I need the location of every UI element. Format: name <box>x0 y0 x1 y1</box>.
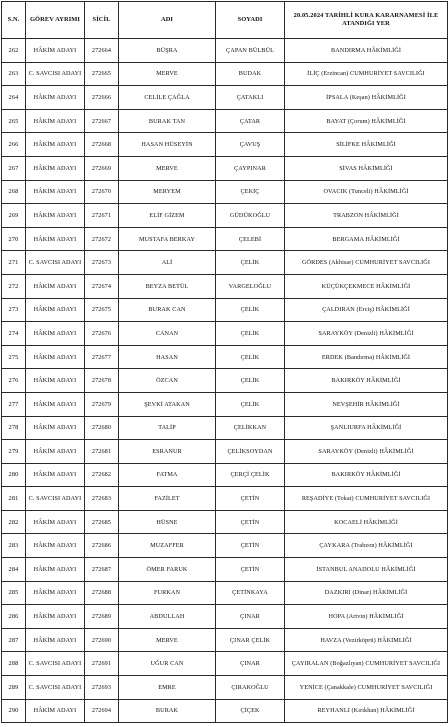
cell-soyadi: ÇINAR <box>216 652 285 676</box>
cell-sn: 284 <box>2 558 26 582</box>
cell-sn: 281 <box>2 487 26 511</box>
table-row <box>2 652 448 676</box>
cell-soyadi: ÇERÇİ ÇELİK <box>216 463 285 487</box>
table-row <box>2 628 448 652</box>
table-row <box>2 156 448 180</box>
cell-sn: 270 <box>2 227 26 251</box>
cell-sicil: 272670 <box>85 180 119 204</box>
cell-atandigi-yer: İSTANBUL ANADOLU HÂKİMLİĞİ <box>285 558 448 582</box>
cell-sicil: 272676 <box>85 322 119 346</box>
cell-sicil: 272683 <box>85 487 119 511</box>
table-row <box>2 109 448 133</box>
cell-gorev-ayrimi: HÂKİM ADAYI <box>26 133 85 157</box>
table-row <box>2 39 448 63</box>
cell-gorev-ayrimi: HÂKİM ADAYI <box>26 440 85 464</box>
header-sicil: SİCİL <box>85 2 119 39</box>
cell-atandigi-yer: KOCAELİ HÂKİMLİĞİ <box>285 510 448 534</box>
cell-soyadi: ÇELİK <box>216 251 285 275</box>
cell-atandigi-yer: BAYAT (Çorum) HÂKİMLİĞİ <box>285 109 448 133</box>
cell-sn: 282 <box>2 510 26 534</box>
cell-soyadi: ÇELİK <box>216 369 285 393</box>
cell-gorev-ayrimi: HÂKİM ADAYI <box>26 322 85 346</box>
cell-sn: 280 <box>2 463 26 487</box>
cell-sn: 272 <box>2 274 26 298</box>
cell-adi: ELİF GİZEM <box>119 204 216 228</box>
table-row <box>2 558 448 582</box>
cell-sicil: 272686 <box>85 534 119 558</box>
cell-gorev-ayrimi: HÂKİM ADAYI <box>26 39 85 63</box>
cell-atandigi-yer: ÇALDIRAN (Erciş) HÂKİMLİĞİ <box>285 298 448 322</box>
cell-soyadi: BUDAK <box>216 62 285 86</box>
cell-adi: UĞUR CAN <box>119 652 216 676</box>
cell-adi: CANAN <box>119 322 216 346</box>
cell-gorev-ayrimi: C. SAVCISI ADAYI <box>26 652 85 676</box>
cell-soyadi: ÇİÇEK <box>216 699 285 723</box>
cell-sicil: 272665 <box>85 62 119 86</box>
cell-sicil: 272672 <box>85 227 119 251</box>
cell-sn: 267 <box>2 156 26 180</box>
cell-adi: ALİ <box>119 251 216 275</box>
header-adi: ADI <box>119 2 216 39</box>
cell-sn: 266 <box>2 133 26 157</box>
cell-adi: MERYEM <box>119 180 216 204</box>
table-header-row <box>2 2 448 39</box>
cell-soyadi: ÇELİK <box>216 322 285 346</box>
cell-adi: FURKAN <box>119 581 216 605</box>
table-row <box>2 392 448 416</box>
cell-sn: 290 <box>2 699 26 723</box>
cell-sn: 271 <box>2 251 26 275</box>
cell-soyadi: ÇAVUŞ <box>216 133 285 157</box>
cell-sicil: 272669 <box>85 156 119 180</box>
cell-adi: ŞEVKİ ATAKAN <box>119 392 216 416</box>
cell-atandigi-yer: HAVZA (Vezirköprü) HÂKİMLİĞİ <box>285 628 448 652</box>
cell-soyadi: ÇELİK <box>216 345 285 369</box>
cell-sicil: 272668 <box>85 133 119 157</box>
cell-gorev-ayrimi: HÂKİM ADAYI <box>26 416 85 440</box>
header-soyadi: SOYADI <box>216 2 285 39</box>
cell-gorev-ayrimi: HÂKİM ADAYI <box>26 581 85 605</box>
table-row <box>2 534 448 558</box>
cell-soyadi: ÇINAR ÇELİK <box>216 628 285 652</box>
cell-atandigi-yer: SARAYKÖY (Denizli) HÂKİMLİĞİ <box>285 322 448 346</box>
cell-sn: 269 <box>2 204 26 228</box>
cell-adi: HASAN HÜSEYİN <box>119 133 216 157</box>
cell-gorev-ayrimi: C. SAVCISI ADAYI <box>26 251 85 275</box>
cell-gorev-ayrimi: HÂKİM ADAYI <box>26 605 85 629</box>
table-row <box>2 274 448 298</box>
cell-sicil: 272693 <box>85 676 119 700</box>
cell-atandigi-yer: ERDEK (Bandırma) HÂKİMLİĞİ <box>285 345 448 369</box>
cell-sicil: 272691 <box>85 652 119 676</box>
cell-atandigi-yer: BAKIRKÖY HÂKİMLİĞİ <box>285 463 448 487</box>
cell-gorev-ayrimi: HÂKİM ADAYI <box>26 298 85 322</box>
cell-adi: ÖZCAN <box>119 369 216 393</box>
cell-sn: 286 <box>2 605 26 629</box>
cell-adi: ÖMER FARUK <box>119 558 216 582</box>
cell-atandigi-yer: ÇAYIRALAN (Boğazlıyan) CUMHURİYET SAVCILIĞI <box>285 652 448 676</box>
cell-gorev-ayrimi: HÂKİM ADAYI <box>26 227 85 251</box>
cell-sicil: 272678 <box>85 369 119 393</box>
cell-soyadi: ÇELİK <box>216 392 285 416</box>
cell-soyadi: ÇINAR <box>216 605 285 629</box>
table-row <box>2 298 448 322</box>
cell-gorev-ayrimi: HÂKİM ADAYI <box>26 510 85 534</box>
cell-atandigi-yer: İLİÇ (Erzincan) CUMHURİYET SAVCILIĞI <box>285 62 448 86</box>
cell-sn: 264 <box>2 86 26 110</box>
cell-sn: 263 <box>2 62 26 86</box>
cell-sn: 268 <box>2 180 26 204</box>
cell-adi: BURAK CAN <box>119 298 216 322</box>
cell-sn: 277 <box>2 392 26 416</box>
cell-atandigi-yer: SARAYKÖY (Denizli) HÂKİMLİĞİ <box>285 440 448 464</box>
cell-sicil: 272664 <box>85 39 119 63</box>
cell-sn: 278 <box>2 416 26 440</box>
cell-atandigi-yer: YENİCE (Çanakkale) CUMHURİYET SAVCILIĞI <box>285 676 448 700</box>
cell-adi: MUSTAFA BERKAY <box>119 227 216 251</box>
table-row <box>2 510 448 534</box>
cell-atandigi-yer: BAKIRKÖY HÂKİMLİĞİ <box>285 369 448 393</box>
cell-sn: 275 <box>2 345 26 369</box>
table-row <box>2 86 448 110</box>
table-row <box>2 416 448 440</box>
table-row <box>2 133 448 157</box>
cell-gorev-ayrimi: HÂKİM ADAYI <box>26 534 85 558</box>
assignment-table <box>1 1 448 723</box>
cell-atandigi-yer: BANDIRMA HÂKİMLİĞİ <box>285 39 448 63</box>
cell-sicil: 272690 <box>85 628 119 652</box>
cell-gorev-ayrimi: HÂKİM ADAYI <box>26 156 85 180</box>
cell-adi: MERVE <box>119 628 216 652</box>
cell-atandigi-yer: ŞANLIURFA HÂKİMLİĞİ <box>285 416 448 440</box>
cell-soyadi: ÇIRAKOĞLU <box>216 676 285 700</box>
table-row <box>2 345 448 369</box>
cell-soyadi: ÇETİN <box>216 487 285 511</box>
cell-adi: MUZAFFER <box>119 534 216 558</box>
cell-sicil: 272671 <box>85 204 119 228</box>
header-atandigi-yer: 20.05.2024 TARİHLİ KURA KARARNAMESİ İLE ATANDIĞI YER <box>285 2 448 39</box>
cell-gorev-ayrimi: HÂKİM ADAYI <box>26 369 85 393</box>
table-row <box>2 676 448 700</box>
cell-sicil: 272667 <box>85 109 119 133</box>
cell-gorev-ayrimi: HÂKİM ADAYI <box>26 699 85 723</box>
cell-gorev-ayrimi: HÂKİM ADAYI <box>26 204 85 228</box>
cell-gorev-ayrimi: HÂKİM ADAYI <box>26 392 85 416</box>
table-row <box>2 369 448 393</box>
cell-sicil: 272687 <box>85 558 119 582</box>
cell-sicil: 272681 <box>85 440 119 464</box>
cell-soyadi: ÇAPAN BÜLBÜL <box>216 39 285 63</box>
cell-sicil: 272682 <box>85 463 119 487</box>
cell-adi: BEYZA BETÜL <box>119 274 216 298</box>
cell-soyadi: ÇATAKLI <box>216 86 285 110</box>
cell-sicil: 272677 <box>85 345 119 369</box>
cell-sicil: 272666 <box>85 86 119 110</box>
table-row <box>2 227 448 251</box>
cell-sn: 273 <box>2 298 26 322</box>
cell-gorev-ayrimi: HÂKİM ADAYI <box>26 180 85 204</box>
cell-adi: HASAN <box>119 345 216 369</box>
table-row <box>2 204 448 228</box>
cell-soyadi: ÇEKİÇ <box>216 180 285 204</box>
cell-sicil: 272674 <box>85 274 119 298</box>
cell-atandigi-yer: DAZKIRI (Dinar) HÂKİMLİĞİ <box>285 581 448 605</box>
cell-sn: 289 <box>2 676 26 700</box>
cell-atandigi-yer: SİVAS HÂKİMLİĞİ <box>285 156 448 180</box>
cell-adi: TALİP <box>119 416 216 440</box>
cell-gorev-ayrimi: C. SAVCISI ADAYI <box>26 676 85 700</box>
cell-adi: EMRE <box>119 676 216 700</box>
cell-sicil: 272685 <box>85 510 119 534</box>
cell-atandigi-yer: TRABZON HÂKİMLİĞİ <box>285 204 448 228</box>
cell-sn: 265 <box>2 109 26 133</box>
cell-adi: FATMA <box>119 463 216 487</box>
cell-sn: 262 <box>2 39 26 63</box>
cell-adi: BURAK TAN <box>119 109 216 133</box>
cell-soyadi: ÇETİN <box>216 534 285 558</box>
cell-gorev-ayrimi: HÂKİM ADAYI <box>26 274 85 298</box>
cell-sicil: 272689 <box>85 605 119 629</box>
cell-atandigi-yer: KÜÇÜKÇEKMECE HÂKİMLİĞİ <box>285 274 448 298</box>
cell-soyadi: ÇETİNKAYA <box>216 581 285 605</box>
cell-adi: MERVE <box>119 156 216 180</box>
cell-atandigi-yer: REŞADİYE (Tokat) CUMHURİYET SAVCILIĞI <box>285 487 448 511</box>
header-gorev-ayrimi: GÖREV AYRIMI <box>26 2 85 39</box>
cell-soyadi: ÇELİKKAN <box>216 416 285 440</box>
cell-adi: BÜŞRA <box>119 39 216 63</box>
cell-sn: 276 <box>2 369 26 393</box>
table-row <box>2 322 448 346</box>
cell-gorev-ayrimi: HÂKİM ADAYI <box>26 86 85 110</box>
cell-atandigi-yer: OVACIK (Tunceli) HÂKİMLİĞİ <box>285 180 448 204</box>
cell-adi: ESRANUR <box>119 440 216 464</box>
cell-sicil: 272673 <box>85 251 119 275</box>
header-sn: S.N. <box>2 2 26 39</box>
cell-sicil: 272675 <box>85 298 119 322</box>
cell-adi: ABDULLAH <box>119 605 216 629</box>
cell-atandigi-yer: ÇAYKARA (Trabzon) HÂKİMLİĞİ <box>285 534 448 558</box>
cell-gorev-ayrimi: HÂKİM ADAYI <box>26 109 85 133</box>
cell-sn: 287 <box>2 628 26 652</box>
table-body <box>2 39 448 723</box>
cell-atandigi-yer: BERGAMA HÂKİMLİĞİ <box>285 227 448 251</box>
cell-soyadi: GÜDÜKOĞLU <box>216 204 285 228</box>
cell-atandigi-yer: REYHANLI (Kırıkhan) HÂKİMLİĞİ <box>285 699 448 723</box>
cell-sicil: 272688 <box>85 581 119 605</box>
cell-gorev-ayrimi: HÂKİM ADAYI <box>26 628 85 652</box>
table-row <box>2 251 448 275</box>
cell-atandigi-yer: SİLİFKE HÂKİMLİĞİ <box>285 133 448 157</box>
table-row <box>2 180 448 204</box>
cell-soyadi: ÇETİN <box>216 558 285 582</box>
table-row <box>2 581 448 605</box>
table-row <box>2 463 448 487</box>
cell-sn: 285 <box>2 581 26 605</box>
cell-soyadi: ÇATAR <box>216 109 285 133</box>
cell-adi: BURAK <box>119 699 216 723</box>
cell-sn: 288 <box>2 652 26 676</box>
table-row <box>2 605 448 629</box>
cell-adi: MERVE <box>119 62 216 86</box>
cell-sicil: 272694 <box>85 699 119 723</box>
cell-soyadi: VARGELOĞLU <box>216 274 285 298</box>
cell-soyadi: ÇAYPINAR <box>216 156 285 180</box>
table-row <box>2 487 448 511</box>
cell-soyadi: ÇETİN <box>216 510 285 534</box>
table-row <box>2 440 448 464</box>
cell-atandigi-yer: İPSALA (Keşan) HÂKİMLİĞİ <box>285 86 448 110</box>
cell-gorev-ayrimi: HÂKİM ADAYI <box>26 463 85 487</box>
cell-atandigi-yer: HOPA (Artvin) HÂKİMLİĞİ <box>285 605 448 629</box>
cell-sicil: 272679 <box>85 392 119 416</box>
cell-sicil: 272680 <box>85 416 119 440</box>
cell-adi: HÜSNE <box>119 510 216 534</box>
cell-sn: 279 <box>2 440 26 464</box>
cell-gorev-ayrimi: C. SAVCISI ADAYI <box>26 487 85 511</box>
cell-gorev-ayrimi: HÂKİM ADAYI <box>26 558 85 582</box>
cell-sn: 274 <box>2 322 26 346</box>
cell-soyadi: ÇELİK <box>216 298 285 322</box>
cell-gorev-ayrimi: HÂKİM ADAYI <box>26 345 85 369</box>
cell-soyadi: ÇELİKSOYDAN <box>216 440 285 464</box>
cell-adi: FAZİLET <box>119 487 216 511</box>
cell-soyadi: ÇELEBİ <box>216 227 285 251</box>
cell-adi: CELİLE ÇAĞLA <box>119 86 216 110</box>
table-row <box>2 62 448 86</box>
cell-atandigi-yer: GÖRDES (Akhisar) CUMHURİYET SAVCILIĞI <box>285 251 448 275</box>
table-row <box>2 699 448 723</box>
cell-sn: 283 <box>2 534 26 558</box>
cell-atandigi-yer: NEVŞEHİR HÂKİMLİĞİ <box>285 392 448 416</box>
cell-gorev-ayrimi: C. SAVCISI ADAYI <box>26 62 85 86</box>
